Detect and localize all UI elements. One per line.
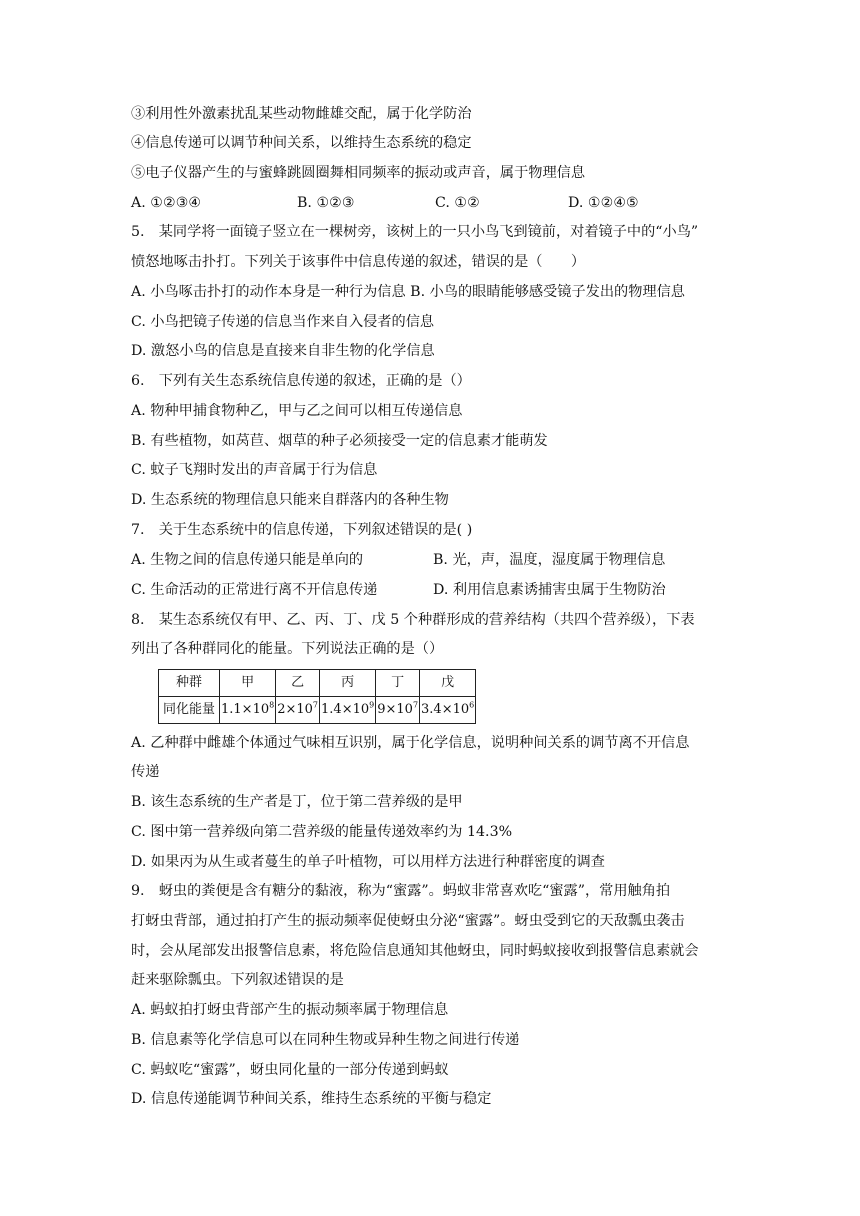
q5-stem-line-2: 愤怒地啄击扑打。下列关于该事件中信息传递的叙述，错误的是（ ）: [131, 254, 586, 270]
q4-option-d: D. ①②④⑤: [568, 195, 639, 211]
table-header-cell: 乙: [276, 670, 320, 697]
table-header-cell: 甲: [220, 670, 276, 697]
q9-option-c: C. 蚂蚁吃“蜜露”，蚜虫同化量的一部分传递到蚂蚁: [131, 1062, 449, 1078]
table-cell: $1.1\times 10^8$: [220, 697, 276, 724]
q9-option-b: B. 信息素等化学信息可以在同种生物或异种生物之间进行传递: [131, 1032, 520, 1048]
table-header-row: [159, 670, 476, 697]
q9-option-a: A. 蚂蚁拍打蚜虫背部产生的振动频率属于物理信息: [131, 1002, 449, 1018]
energy-table: [158, 669, 476, 724]
table-header-cell: 戊: [420, 670, 476, 697]
q8-stem-line-1: 8. 某生态系统仅有甲、乙、丙、丁、戊 5 个种群形成的营养结构（共四个营养级），下表: [131, 612, 695, 628]
q7-option-c: C. 生命活动的正常进行离不开信息传递: [131, 582, 378, 598]
q4-statement-3: ③利用性外激素扰乱某些动物雌雄交配，属于化学防治: [131, 106, 472, 122]
q6-option-d: D. 生态系统的物理信息只能来自群落内的各种生物: [131, 492, 449, 508]
q8-option-c: C. 图中第一营养级向第二营养级的能量传递效率约为 14.3%: [131, 824, 513, 840]
q7-option-b: B. 光，声，温度，湿度属于物理信息: [433, 552, 666, 568]
table-header-cell: 丁: [376, 670, 420, 697]
q8-option-a-line-2: 传递: [131, 764, 160, 780]
table-header-cell: 丙: [320, 670, 376, 697]
q9-option-d: D. 信息传递能调节种间关系，维持生态系统的平衡与稳定: [131, 1091, 492, 1107]
q7-stem: 7. 关于生态系统中的信息传递，下列叙述错误的是( ): [131, 522, 473, 538]
table-header-cell: 种群: [159, 670, 220, 697]
table-row-label: 同化能量: [159, 697, 220, 724]
table-cell: $3.4\times 10^6$: [420, 697, 476, 724]
q9-stem-line-3: 时，会从尾部发出报警信息素，将危险信息通知其他蚜虫，同时蚂蚁接收到报警信息素就会: [131, 943, 699, 959]
q6-option-a: A. 物种甲捕食物种乙，甲与乙之间可以相互传递信息: [131, 403, 463, 419]
q5-option-c: C. 小鸟把镜子传递的信息当作来自入侵者的信息: [131, 314, 435, 330]
q6-option-b: B. 有些植物，如莴苣、烟草的种子必须接受一定的信息素才能萌发: [131, 433, 548, 449]
q6-stem: 6. 下列有关生态系统信息传递的叙述，正确的是（）: [131, 373, 471, 389]
q9-stem-line-4: 赶来驱除瓢虫。下列叙述错误的是: [131, 972, 344, 988]
q8-option-d: D. 如果丙为从生或者蔓生的单子叶植物，可以用样方法进行种群密度的调查: [131, 854, 605, 870]
q4-statement-5: ⑤电子仪器产生的与蜜蜂跳圆圈舞相同频率的振动或声音，属于物理信息: [131, 165, 586, 181]
q8-option-a-line-1: A. 乙种群中雌雄个体通过气味相互识别，属于化学信息，说明种间关系的调节离不开信息: [131, 735, 690, 751]
table-cell: $1.4\times 10^9$: [320, 697, 376, 724]
q9-stem-line-2: 打蚜虫背部，通过拍打产生的振动频率促使蚜虫分泌“蜜露”。蚜虫受到它的天敌瓢虫袭击: [131, 913, 685, 929]
q5-option-d: D. 激怒小鸟的信息是直接来自非生物的化学信息: [131, 343, 435, 359]
q4-option-a: A. ①②③④: [131, 195, 202, 211]
table-cell: $9\times 10^7$: [376, 697, 420, 724]
q7-option-a: A. 生物之间的信息传递只能是单向的: [131, 552, 364, 568]
q4-option-b: B. ①②③: [297, 195, 355, 211]
table-row: [159, 697, 476, 724]
q8-option-b: B. 该生态系统的生产者是丁，位于第二营养级的是甲: [131, 794, 463, 810]
table-cell: $2\times 10^7$: [276, 697, 320, 724]
q7-option-d: D. 利用信息素诱捕害虫属于生物防治: [433, 582, 666, 598]
q8-stem-line-2: 列出了各种群同化的能量。下列说法正确的是（）: [131, 641, 444, 657]
q5-stem-line-1: 5. 某同学将一面镜子竖立在一棵树旁，该树上的一只小鸟飞到镜前，对着镜子中的“小鸟”: [131, 224, 699, 240]
q4-statement-4: ④信息传递可以调节种间关系，以维持生态系统的稳定: [131, 135, 472, 151]
q9-stem-line-1: 9. 蚜虫的粪便是含有糖分的黏液，称为“蜜露”。蚂蚁非常喜欢吃“蜜露”，常用触角拍: [131, 883, 671, 899]
q5-option-a-b: A. 小鸟啄击扑打的动作本身是一种行为信息 B. 小鸟的眼睛能够感受镜子发出的物理信息: [131, 284, 685, 300]
q4-option-c: C. ①②: [435, 195, 480, 211]
q6-option-c: C. 蚊子飞翔时发出的声音属于行为信息: [131, 462, 378, 478]
